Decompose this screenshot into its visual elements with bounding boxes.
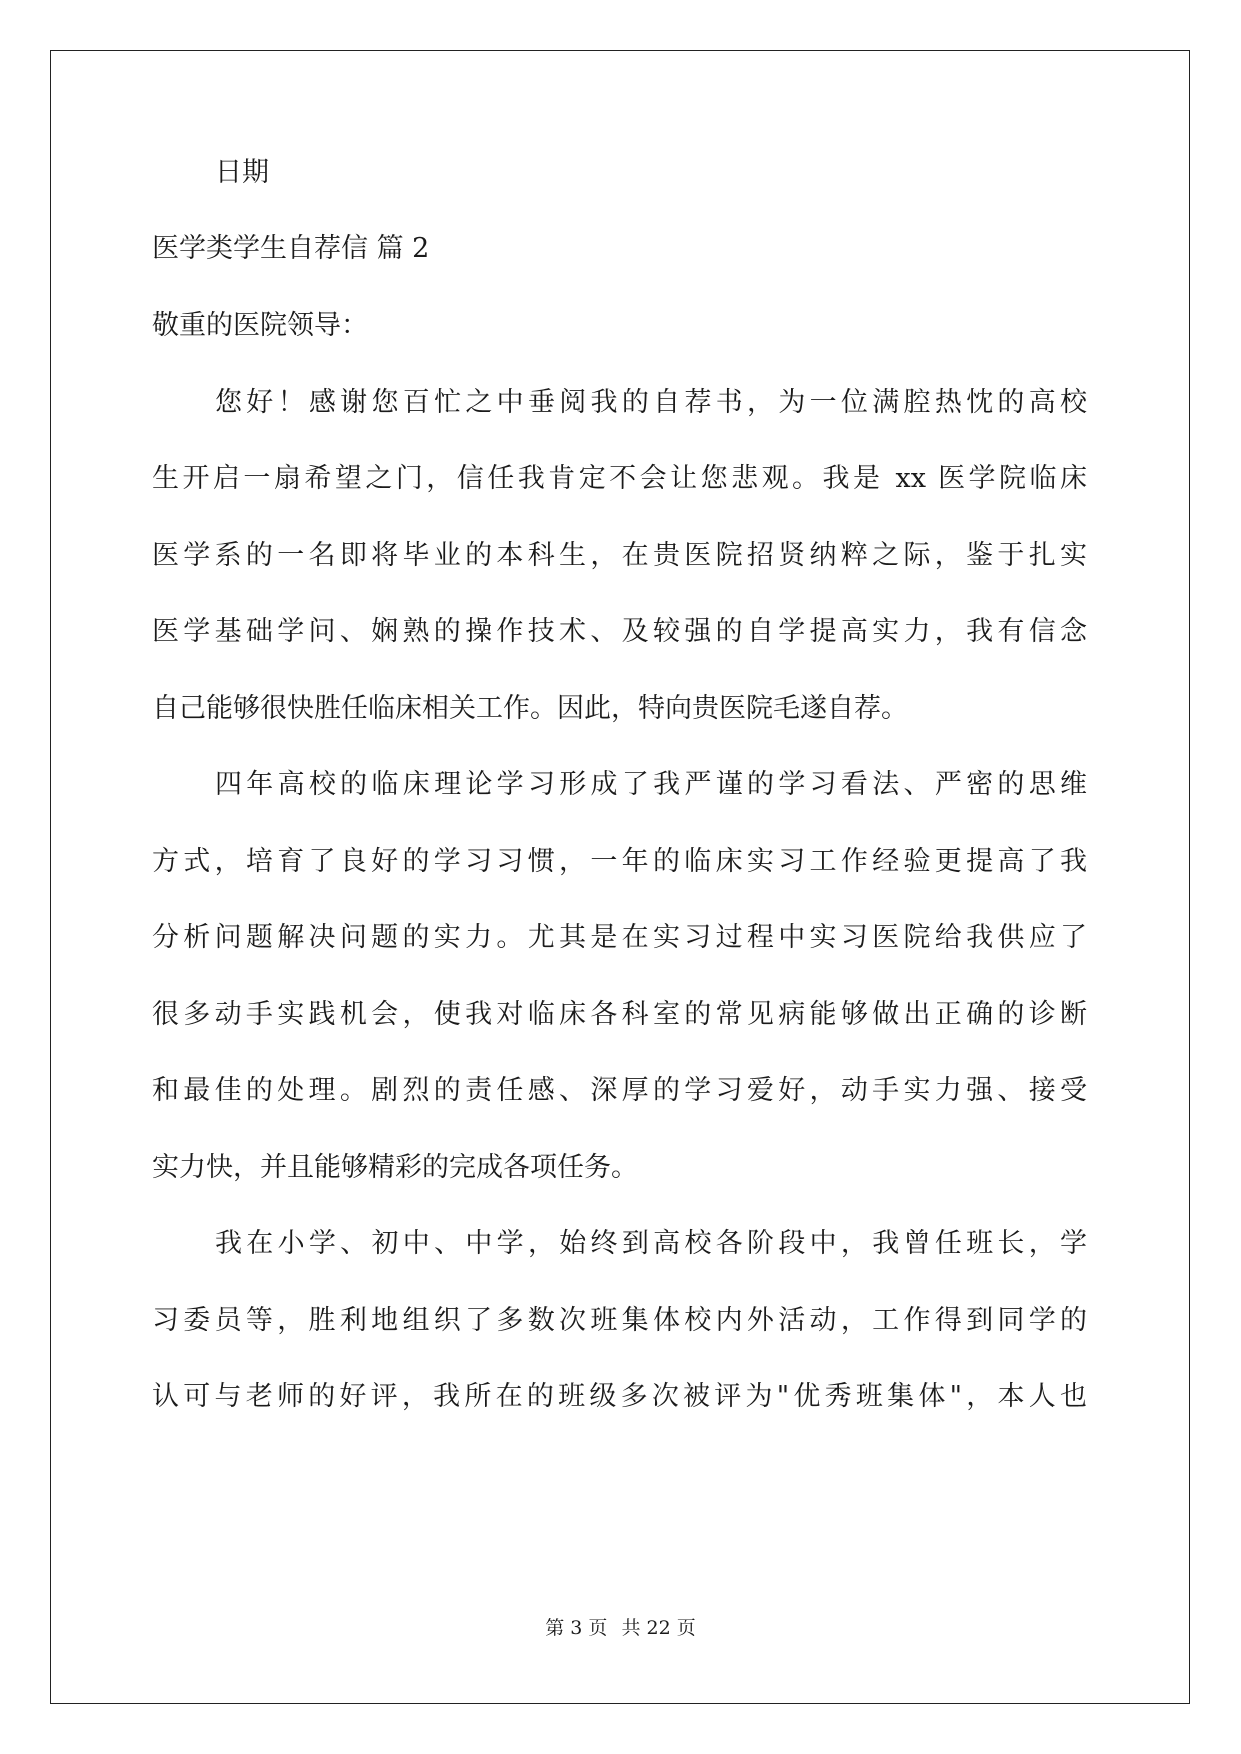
page-footer: [0, 1616, 1241, 1640]
paragraph-1-line-4: 医学基础学问、娴熟的操作技术、及较强的自学提高实力，我有信念: [152, 616, 1087, 647]
paragraph-3-line-1: 我在小学、初中、中学，始终到高校各阶段中，我曾任班长，学: [215, 1228, 1087, 1259]
paragraph-2-line-2: 方式，培育了良好的学习习惯，一年的临床实习工作经验更提高了我: [152, 846, 1087, 877]
paragraph-3-line-2: 习委员等，胜利地组织了多数次班集体校内外活动，工作得到同学的: [152, 1305, 1087, 1336]
paragraph-2-line-5: 和最佳的处理。剧烈的责任感、深厚的学习爱好，动手实力强、接受: [152, 1075, 1087, 1106]
paragraph-2-line-6: 实力快，并且能够精彩的完成各项任务。: [152, 1152, 638, 1183]
paragraph-3-line-3: 认可与老师的好评，我所在的班级多次被评为"优秀班集体"，本人也: [152, 1381, 1087, 1412]
section-title: 医学类学生自荐信 篇 2: [152, 233, 430, 264]
paragraph-1-line-1: 您好！感谢您百忙之中垂阅我的自荐书，为一位满腔热忱的高校: [215, 387, 1087, 418]
page-number: 第 3 页: [545, 1617, 608, 1639]
paragraph-1-line-2: 生开启一扇希望之门，信任我肯定不会让您悲观。我是 xx 医学院临床: [152, 463, 1087, 494]
paragraph-2-line-1: 四年高校的临床理论学习形成了我严谨的学习看法、严密的思维: [215, 769, 1087, 800]
page-total: 共 22 页: [621, 1617, 696, 1639]
paragraph-1-line-3: 医学系的一名即将毕业的本科生，在贵医院招贤纳粹之际，鉴于扎实: [152, 540, 1087, 571]
paragraph-2-line-4: 很多动手实践机会，使我对临床各科室的常见病能够做出正确的诊断: [152, 999, 1087, 1030]
paragraph-2-line-3: 分析问题解决问题的实力。尤其是在实习过程中实习医院给我供应了: [152, 922, 1087, 953]
date-label: 日期: [215, 157, 269, 188]
paragraph-1-line-5: 自己能够很快胜任临床相关工作。因此，特向贵医院毛遂自荐。: [152, 693, 908, 724]
salutation: 敬重的医院领导：: [152, 310, 368, 341]
